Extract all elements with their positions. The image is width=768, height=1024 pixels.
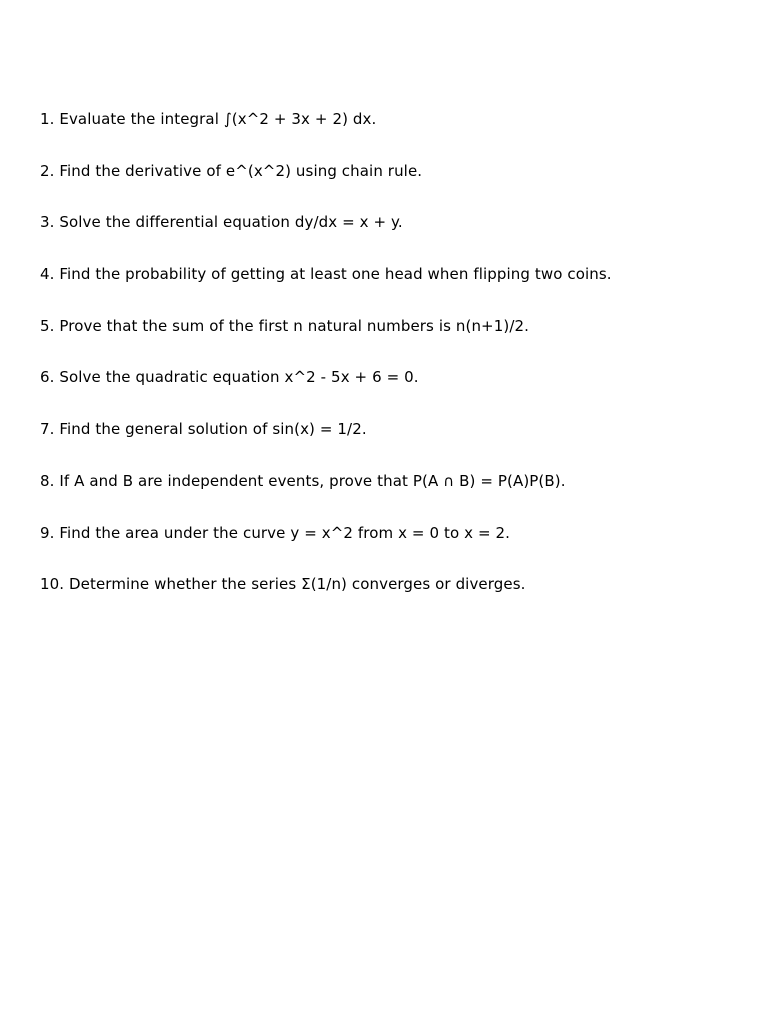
- question-item: 4. Find the probability of getting at least one head when flipping two coins.: [40, 265, 612, 284]
- question-item: 5. Prove that the sum of the first n natural numbers is n(n+1)/2.: [40, 316, 529, 335]
- question-item: 10. Determine whether the series Σ(1/n) converges or diverges.: [40, 575, 526, 594]
- question-item: 6. Solve the quadratic equation x^2 - 5x + 6 = 0.: [40, 368, 419, 387]
- question-item: 8. If A and B are independent events, prove that P(A ∩ B) = P(A)P(B).: [40, 471, 566, 490]
- question-item: 3. Solve the differential equation dy/dx = x + y.: [40, 213, 403, 232]
- question-item: 7. Find the general solution of sin(x) = 1/2.: [40, 420, 367, 439]
- question-item: 2. Find the derivative of e^(x^2) using chain rule.: [40, 161, 423, 180]
- question-list: [40, 110, 612, 627]
- question-item: 1. Evaluate the integral ∫(x^2 + 3x + 2) dx.: [40, 110, 377, 128]
- question-item: 9. Find the area under the curve y = x^2 from x = 0 to x = 2.: [40, 523, 510, 542]
